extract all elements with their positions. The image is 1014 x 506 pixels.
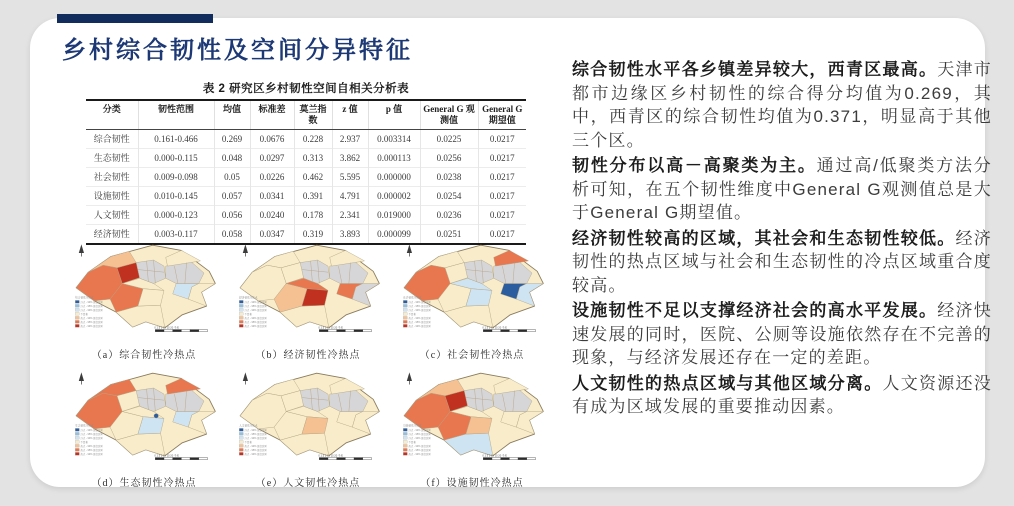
north-arrow-icon — [243, 372, 248, 384]
svg-text:冷点 - 90% 置信区间: 冷点 - 90% 置信区间 — [244, 308, 267, 312]
map-cell-d — [62, 368, 226, 489]
column-header: 韧性范围 — [138, 100, 214, 129]
svg-text:热点 - 95% 置信区间: 热点 - 95% 置信区间 — [244, 320, 267, 324]
table-cell: 0.0297 — [250, 148, 294, 167]
svg-text:不显著: 不显著 — [244, 312, 252, 316]
map-scalebar — [154, 453, 207, 459]
map-scalebar — [482, 453, 535, 459]
finding-lead: 综合韧性水平各乡镇差异较大，西青区最高。 — [572, 60, 938, 79]
table-cell: 0.056 — [214, 205, 250, 224]
map-svg — [226, 240, 390, 340]
table-cell: 设施韧性 — [86, 186, 138, 205]
table-cell: 0.0256 — [420, 148, 478, 167]
finding-paragraph — [572, 58, 992, 152]
cold-spot-dot — [154, 414, 159, 419]
table-cell: 0.0254 — [420, 186, 478, 205]
table-cell: 0.313 — [294, 148, 332, 167]
north-arrow-icon — [407, 372, 412, 384]
table-cell: 0.0217 — [478, 148, 526, 167]
analysis-table-header — [86, 100, 526, 129]
table-cell: 社会韧性 — [86, 167, 138, 186]
svg-text:设施韧性冷热点: 设施韧性冷热点 — [403, 424, 422, 428]
table-cell: 0.000-0.115 — [138, 148, 214, 167]
svg-text:热点 - 90% 置信区间: 热点 - 90% 置信区间 — [408, 316, 431, 320]
table-cell: 0.0240 — [250, 205, 294, 224]
table-cell: 0.0251 — [420, 224, 478, 244]
svg-text:热点 - 99% 置信区间: 热点 - 99% 置信区间 — [80, 324, 103, 328]
findings-column — [572, 58, 992, 421]
column-header: z 值 — [332, 100, 368, 129]
svg-text:冷点 - 99% 置信区间: 冷点 - 99% 置信区间 — [80, 300, 103, 304]
map-caption-c: （c）社会韧性冷热点 — [419, 350, 525, 361]
north-arrow-icon — [243, 244, 248, 256]
svg-text:冷点 - 90% 置信区间: 冷点 - 90% 置信区间 — [80, 436, 103, 440]
table-cell: 0.0217 — [478, 224, 526, 244]
svg-text:0 2.5 5 10 15 20 千米: 0 2.5 5 10 15 20 千米 — [154, 326, 180, 330]
svg-text:冷点 - 99% 置信区间: 冷点 - 99% 置信区间 — [80, 428, 103, 432]
column-header: 莫兰指数 — [294, 100, 332, 129]
map-cell-a — [62, 240, 226, 361]
map-cell-c — [390, 240, 554, 361]
map-caption-d: （d）生态韧性冷热点 — [91, 478, 197, 489]
table-cell: 人文韧性 — [86, 205, 138, 224]
table-cell: 0.000002 — [368, 186, 420, 205]
table-cell: 0.0217 — [478, 205, 526, 224]
svg-text:冷点 - 95% 置信区间: 冷点 - 95% 置信区间 — [80, 304, 103, 308]
map-caption-f: （f）设施韧性冷热点 — [420, 478, 524, 489]
svg-text:不显著: 不显著 — [408, 440, 416, 444]
table-cell: 0.0236 — [420, 205, 478, 224]
svg-text:热点 - 95% 置信区间: 热点 - 95% 置信区间 — [408, 320, 431, 324]
finding-lead: 韧性分布以高－高聚类为主。 — [572, 156, 817, 175]
finding-body: 经济快速发展的同时，医院、公厕等设施依然存在不完善的现象，与经济发展还存在一定的差距。 — [572, 301, 992, 367]
table-cell: 经济韧性 — [86, 224, 138, 244]
table-cell: 0.0238 — [420, 167, 478, 186]
analysis-table-title: 表 2 研究区乡村韧性空间自相关分析表 — [202, 83, 410, 95]
map-legend — [239, 295, 267, 328]
table-cell: 0.269 — [214, 129, 250, 148]
finding-paragraph — [572, 299, 992, 370]
table-cell: 0.048 — [214, 148, 250, 167]
column-header: 分类 — [86, 100, 138, 129]
map-svg — [390, 240, 554, 340]
finding-lead: 经济韧性较高的区域，其社会和生态韧性较低。 — [572, 228, 956, 248]
table-cell: 0.0225 — [420, 129, 478, 148]
table-cell: 2.341 — [332, 205, 368, 224]
table-cell: 0.057 — [214, 186, 250, 205]
table-cell: 0.0217 — [478, 186, 526, 205]
svg-text:热点 - 99% 置信区间: 热点 - 99% 置信区间 — [244, 324, 267, 328]
svg-text:经济韧性冷热点: 经济韧性冷热点 — [239, 296, 258, 300]
map-caption-b: （b）经济韧性冷热点 — [255, 350, 361, 361]
table-cell: 综合韧性 — [86, 129, 138, 148]
table-cell: 0.009-0.098 — [138, 167, 214, 186]
map-caption-a: （a）综合韧性冷热点 — [91, 350, 197, 361]
column-header: General G 观测值 — [420, 100, 478, 129]
table-cell: 3.862 — [332, 148, 368, 167]
svg-text:人文韧性冷热点: 人文韧性冷热点 — [239, 424, 258, 428]
north-arrow-icon — [79, 372, 84, 384]
table-cell: 3.893 — [332, 224, 368, 244]
svg-text:热点 - 90% 置信区间: 热点 - 90% 置信区间 — [80, 316, 103, 320]
table-cell: 0.000099 — [368, 224, 420, 244]
svg-text:热点 - 90% 置信区间: 热点 - 90% 置信区间 — [244, 444, 267, 448]
table-cell: 0.391 — [294, 186, 332, 205]
table-cell: 生态韧性 — [86, 148, 138, 167]
table-cell: 0.462 — [294, 167, 332, 186]
map-scalebar — [318, 325, 371, 331]
svg-text:不显著: 不显著 — [244, 440, 252, 444]
table-cell: 0.003-0.117 — [138, 224, 214, 244]
table-cell: 2.937 — [332, 129, 368, 148]
map-caption-e: （e）人文韧性冷热点 — [255, 478, 361, 489]
finding-body: 天津市都市边缘区乡村韧性的综合得分均值为0.269，其中，西青区的综合韧性均值为0.371，明显高于其他三个区。 — [572, 60, 992, 150]
finding-body: 人文资源还没有成为区域发展的重要推动因素。 — [572, 373, 993, 416]
column-header: 标准差 — [250, 100, 294, 129]
table-cell: 0.05 — [214, 167, 250, 186]
table-cell: 0.319 — [294, 224, 332, 244]
map-cell-b — [226, 240, 390, 361]
svg-text:0 2.5 5 10 15 20 千米: 0 2.5 5 10 15 20 千米 — [482, 454, 508, 458]
table-row — [86, 129, 526, 148]
table-cell: 0.003314 — [368, 129, 420, 148]
table-cell: 0.0217 — [478, 167, 526, 186]
table-cell: 0.161-0.466 — [138, 129, 214, 148]
svg-text:0 2.5 5 10 15 20 千米: 0 2.5 5 10 15 20 千米 — [482, 326, 508, 330]
svg-text:不显著: 不显著 — [80, 312, 88, 316]
svg-text:0 2.5 5 10 15 20 千米: 0 2.5 5 10 15 20 千米 — [318, 454, 344, 458]
svg-text:热点 - 90% 置信区间: 热点 - 90% 置信区间 — [80, 444, 103, 448]
finding-lead: 人文韧性的热点区域与其他区域分离。 — [572, 373, 883, 393]
table-cell: 0.0217 — [478, 129, 526, 148]
svg-text:热点 - 95% 置信区间: 热点 - 95% 置信区间 — [408, 448, 431, 452]
analysis-table-body — [86, 129, 526, 244]
finding-body: 通过高/低聚类方法分析可知，在五个韧性维度中General G观测值总是大于General G期望值。 — [572, 156, 992, 222]
map-scalebar — [318, 453, 371, 459]
map-svg — [226, 368, 390, 468]
svg-text:冷点 - 90% 置信区间: 冷点 - 90% 置信区间 — [244, 436, 267, 440]
svg-text:热点 - 90% 置信区间: 热点 - 90% 置信区间 — [244, 316, 267, 320]
map-scalebar — [482, 325, 535, 331]
svg-text:社会韧性冷热点: 社会韧性冷热点 — [403, 296, 422, 300]
table-cell: 0.000000 — [368, 167, 420, 186]
finding-paragraph — [572, 154, 992, 225]
table-cell: 0.228 — [294, 129, 332, 148]
map-svg — [62, 368, 226, 468]
finding-paragraph — [572, 372, 992, 419]
svg-text:冷点 - 95% 置信区间: 冷点 - 95% 置信区间 — [244, 432, 267, 436]
svg-text:冷点 - 90% 置信区间: 冷点 - 90% 置信区间 — [80, 308, 103, 312]
map-legend — [75, 295, 103, 328]
maps-grid — [62, 240, 554, 489]
table-cell: 0.010-0.145 — [138, 186, 214, 205]
table-cell: 0.178 — [294, 205, 332, 224]
table-section — [86, 80, 526, 245]
svg-text:热点 - 90% 置信区间: 热点 - 90% 置信区间 — [408, 444, 431, 448]
table-cell: 5.595 — [332, 167, 368, 186]
svg-text:冷点 - 99% 置信区间: 冷点 - 99% 置信区间 — [244, 300, 267, 304]
map-svg — [62, 240, 226, 340]
table-row — [86, 148, 526, 167]
svg-text:0 2.5 5 10 15 20 千米: 0 2.5 5 10 15 20 千米 — [154, 454, 180, 458]
table-cell: 0.000113 — [368, 148, 420, 167]
page-title: 乡村综合韧性及空间分异特征 — [62, 37, 413, 64]
svg-text:冷点 - 99% 置信区间: 冷点 - 99% 置信区间 — [244, 428, 267, 432]
svg-text:冷点 - 99% 置信区间: 冷点 - 99% 置信区间 — [408, 428, 431, 432]
map-legend — [403, 295, 431, 328]
finding-body: 经济韧性的热点区域与社会和生态韧性的冷点区域重合度较高。 — [572, 228, 992, 295]
svg-text:生态韧性冷热点: 生态韧性冷热点 — [75, 424, 94, 428]
table-cell: 0.058 — [214, 224, 250, 244]
map-cell-e — [226, 368, 390, 489]
svg-text:冷点 - 95% 置信区间: 冷点 - 95% 置信区间 — [244, 304, 267, 308]
map-cell-f — [390, 368, 554, 489]
north-arrow-icon — [407, 244, 412, 256]
svg-text:冷点 - 95% 置信区间: 冷点 - 95% 置信区间 — [80, 432, 103, 436]
table-cell: 0.0341 — [250, 186, 294, 205]
table-cell: 4.791 — [332, 186, 368, 205]
svg-text:不显著: 不显著 — [408, 312, 416, 316]
svg-text:不显著: 不显著 — [80, 440, 88, 444]
svg-text:热点 - 99% 置信区间: 热点 - 99% 置信区间 — [244, 452, 267, 456]
finding-lead: 设施韧性不足以支撑经济社会的高水平发展。 — [572, 301, 938, 320]
column-header: 均值 — [214, 100, 250, 129]
svg-text:0 2.5 5 10 15 20 千米: 0 2.5 5 10 15 20 千米 — [318, 326, 344, 330]
table-cell: 0.0676 — [250, 129, 294, 148]
north-arrow-icon — [79, 244, 84, 256]
svg-text:热点 - 95% 置信区间: 热点 - 95% 置信区间 — [80, 448, 103, 452]
table-cell: 0.000-0.123 — [138, 205, 214, 224]
svg-text:热点 - 95% 置信区间: 热点 - 95% 置信区间 — [244, 448, 267, 452]
map-legend — [403, 423, 431, 456]
column-header: General G 期望值 — [478, 100, 526, 129]
svg-text:热点 - 95% 置信区间: 热点 - 95% 置信区间 — [80, 320, 103, 324]
analysis-table — [86, 99, 526, 245]
svg-text:热点 - 99% 置信区间: 热点 - 99% 置信区间 — [408, 324, 431, 328]
svg-text:热点 - 99% 置信区间: 热点 - 99% 置信区间 — [80, 452, 103, 456]
table-cell: 0.0226 — [250, 167, 294, 186]
map-svg — [390, 368, 554, 468]
accent-bar — [57, 14, 213, 23]
table-cell: 0.0347 — [250, 224, 294, 244]
svg-text:热点 - 99% 置信区间: 热点 - 99% 置信区间 — [408, 452, 431, 456]
svg-text:综合韧性冷热点: 综合韧性冷热点 — [75, 296, 94, 300]
finding-paragraph — [572, 227, 992, 298]
map-scalebar — [154, 325, 207, 331]
map-legend — [75, 423, 103, 456]
svg-text:冷点 - 95% 置信区间: 冷点 - 95% 置信区间 — [408, 432, 431, 436]
table-row — [86, 186, 526, 205]
table-cell: 0.019000 — [368, 205, 420, 224]
svg-text:冷点 - 99% 置信区间: 冷点 - 99% 置信区间 — [408, 300, 431, 304]
table-row — [86, 205, 526, 224]
svg-text:冷点 - 95% 置信区间: 冷点 - 95% 置信区间 — [408, 304, 431, 308]
column-header: p 值 — [368, 100, 420, 129]
svg-text:冷点 - 90% 置信区间: 冷点 - 90% 置信区间 — [408, 436, 431, 440]
map-legend — [239, 423, 267, 456]
svg-text:冷点 - 90% 置信区间: 冷点 - 90% 置信区间 — [408, 308, 431, 312]
table-row — [86, 167, 526, 186]
